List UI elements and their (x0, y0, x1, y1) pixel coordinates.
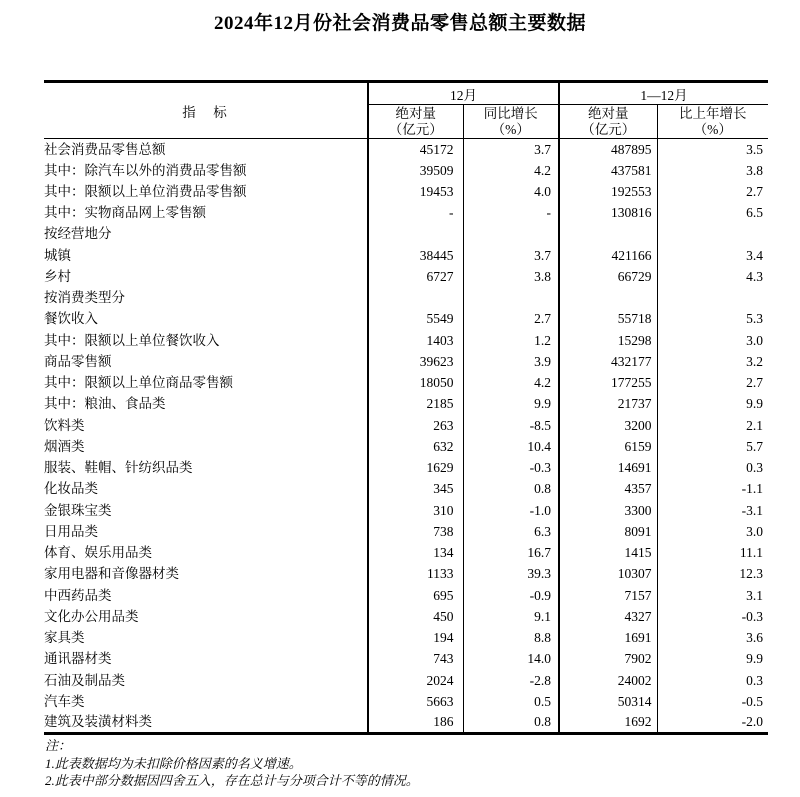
row-value: 3.5 (657, 139, 768, 160)
row-value: 4.0 (463, 181, 559, 202)
table-row (44, 224, 768, 245)
row-value: 9.1 (463, 606, 559, 627)
header-indicator: 指 标 (44, 82, 368, 139)
table-row (44, 606, 768, 627)
notes-label: 注： (45, 738, 72, 753)
row-value: 39509 (368, 160, 463, 181)
row-value: -2.8 (463, 670, 559, 691)
note-1: 1.此表数据均为未扣除价格因素的名义增速。 (45, 755, 302, 771)
row-label: 文化办公用品类 (44, 608, 139, 624)
row-value: 9.9 (463, 394, 559, 415)
row-label: 化妆品类 (44, 481, 98, 497)
row-value: 5549 (368, 309, 463, 330)
row-value: 6727 (368, 266, 463, 287)
table-header (44, 82, 768, 139)
row-value: 0.8 (463, 479, 559, 500)
row-value: -0.9 (463, 585, 559, 606)
header-line: （亿元） (581, 121, 636, 137)
header-line: （亿元） (388, 121, 443, 137)
table-row (44, 287, 768, 308)
row-value: 450 (368, 606, 463, 627)
row-value: 738 (368, 521, 463, 542)
row-value: 186 (368, 712, 463, 733)
header-ytd-growth (657, 105, 768, 139)
table-row (44, 500, 768, 521)
row-label: 日用品类 (44, 523, 98, 539)
row-value: 5.3 (657, 309, 768, 330)
row-value: 9.9 (657, 649, 768, 670)
row-value: 8091 (559, 521, 657, 542)
row-label: 建筑及装潢材料类 (44, 714, 152, 730)
header-group-december: 12月 (368, 82, 559, 105)
row-label: 其中：限额以上单位消费品零售额 (44, 183, 247, 199)
table-row (44, 139, 768, 160)
row-value: 4.2 (463, 372, 559, 393)
table-row (44, 649, 768, 670)
row-value: 134 (368, 542, 463, 563)
row-value (559, 287, 657, 308)
table-row (44, 181, 768, 202)
row-value: 19453 (368, 181, 463, 202)
row-value: 12.3 (657, 564, 768, 585)
table-row (44, 712, 768, 733)
row-value: 3.6 (657, 627, 768, 648)
row-value: 38445 (368, 245, 463, 266)
row-value: 50314 (559, 691, 657, 712)
table-row (44, 691, 768, 712)
row-label: 体育、娱乐用品类 (44, 545, 152, 561)
header-line: 绝对量 (588, 105, 629, 121)
row-value: 3300 (559, 500, 657, 521)
table-row (44, 266, 768, 287)
row-value: 6.5 (657, 202, 768, 223)
row-value: 10307 (559, 564, 657, 585)
row-value: 4.2 (463, 160, 559, 181)
row-value: 45172 (368, 139, 463, 160)
row-value: 3.8 (463, 266, 559, 287)
row-value: 8.8 (463, 627, 559, 648)
table-row (44, 585, 768, 606)
row-value: -3.1 (657, 500, 768, 521)
row-value: - (463, 202, 559, 223)
row-value: 10.4 (463, 436, 559, 457)
row-value: 2.1 (657, 415, 768, 436)
table-row (44, 351, 768, 372)
table-body (44, 139, 768, 734)
table-notes (45, 737, 765, 790)
table-row (44, 160, 768, 181)
table-row (44, 564, 768, 585)
row-value: 3.9 (463, 351, 559, 372)
row-value: 66729 (559, 266, 657, 287)
row-value (463, 224, 559, 245)
row-value: 0.8 (463, 712, 559, 733)
table-row (44, 542, 768, 563)
row-value: -8.5 (463, 415, 559, 436)
row-value: 432177 (559, 351, 657, 372)
row-label: 通讯器材类 (44, 651, 112, 667)
row-value: -2.0 (657, 712, 768, 733)
row-label: 商品零售额 (44, 353, 112, 369)
row-value: -1.1 (657, 479, 768, 500)
row-value: 2.7 (657, 181, 768, 202)
row-value: -1.0 (463, 500, 559, 521)
row-value: 2024 (368, 670, 463, 691)
row-value: 4357 (559, 479, 657, 500)
row-value: 6.3 (463, 521, 559, 542)
row-label: 其中：限额以上单位商品零售额 (44, 375, 233, 391)
table-row (44, 479, 768, 500)
row-value: 0.3 (657, 457, 768, 478)
row-value: 3.8 (657, 160, 768, 181)
row-value: 310 (368, 500, 463, 521)
row-label: 汽车类 (44, 693, 85, 709)
row-value: 15298 (559, 330, 657, 351)
row-value (463, 287, 559, 308)
table-row (44, 330, 768, 351)
row-value: 1.2 (463, 330, 559, 351)
table-row (44, 521, 768, 542)
row-value: 130816 (559, 202, 657, 223)
row-label: 其中：粮油、食品类 (44, 396, 166, 412)
table-row (44, 457, 768, 478)
row-value: 24002 (559, 670, 657, 691)
row-value: 5.7 (657, 436, 768, 457)
row-value: 4327 (559, 606, 657, 627)
row-value: 3200 (559, 415, 657, 436)
row-value: 1133 (368, 564, 463, 585)
table-row (44, 436, 768, 457)
row-label: 饮料类 (44, 417, 85, 433)
row-value (368, 224, 463, 245)
table-row (44, 245, 768, 266)
row-label: 乡村 (44, 268, 71, 284)
row-value: 0.5 (463, 691, 559, 712)
row-value: 14691 (559, 457, 657, 478)
row-label: 烟酒类 (44, 438, 85, 454)
header-dec-absolute (368, 105, 463, 139)
row-value: 4.3 (657, 266, 768, 287)
row-value: 487895 (559, 139, 657, 160)
table-row (44, 670, 768, 691)
row-label: 餐饮收入 (44, 311, 98, 327)
row-value: 21737 (559, 394, 657, 415)
row-label: 其中：除汽车以外的消费品零售额 (44, 162, 247, 178)
row-value: 177255 (559, 372, 657, 393)
header-line: 比上年增长 (679, 105, 747, 121)
row-value: 1692 (559, 712, 657, 733)
row-value: 695 (368, 585, 463, 606)
header-line: （%） (491, 121, 530, 137)
row-value: 39.3 (463, 564, 559, 585)
table-row (44, 415, 768, 436)
row-value: 3.0 (657, 330, 768, 351)
header-group-row (44, 82, 768, 105)
row-value: -0.3 (657, 606, 768, 627)
table-row (44, 309, 768, 330)
header-dec-yoy-growth (463, 105, 559, 139)
row-value: 3.1 (657, 585, 768, 606)
row-value: -0.5 (657, 691, 768, 712)
row-value: 55718 (559, 309, 657, 330)
row-value: 16.7 (463, 542, 559, 563)
row-value: 3.2 (657, 351, 768, 372)
header-group-jan-to-dec: 1—12月 (559, 82, 768, 105)
row-value: 6159 (559, 436, 657, 457)
row-value: 743 (368, 649, 463, 670)
note-2: 2.此表中部分数据因四舍五入，存在总计与分项合计不等的情况。 (45, 773, 419, 788)
row-label: 社会消费品零售总额 (44, 141, 166, 157)
header-ytd-absolute (559, 105, 657, 139)
row-value: 1415 (559, 542, 657, 563)
row-value (657, 224, 768, 245)
row-value: 7902 (559, 649, 657, 670)
row-label: 城镇 (44, 247, 71, 263)
row-label: 石油及制品类 (44, 672, 125, 688)
row-label: 家用电器和音像器材类 (44, 566, 179, 582)
table-row (44, 372, 768, 393)
row-value: 1403 (368, 330, 463, 351)
row-label: 其中：实物商品网上零售额 (44, 205, 206, 221)
header-line: 绝对量 (395, 105, 436, 121)
row-value: 3.7 (463, 245, 559, 266)
row-value (368, 287, 463, 308)
row-value: 421166 (559, 245, 657, 266)
row-label: 中西药品类 (44, 587, 112, 603)
row-value: 7157 (559, 585, 657, 606)
row-value: 1629 (368, 457, 463, 478)
row-value: 11.1 (657, 542, 768, 563)
row-value: 2185 (368, 394, 463, 415)
table-row (44, 394, 768, 415)
row-value: 3.7 (463, 139, 559, 160)
row-value: 1691 (559, 627, 657, 648)
row-value: 18050 (368, 372, 463, 393)
row-value: 0.3 (657, 670, 768, 691)
row-value: 2.7 (657, 372, 768, 393)
page-title: 2024年12月份社会消费品零售总额主要数据 (213, 13, 586, 34)
row-value: 14.0 (463, 649, 559, 670)
table-row (44, 202, 768, 223)
row-label: 按消费类型分 (44, 290, 125, 306)
row-label: 按经营地分 (44, 226, 112, 242)
table-row (44, 627, 768, 648)
row-value: 194 (368, 627, 463, 648)
row-label: 服装、鞋帽、针纺织品类 (44, 460, 193, 476)
row-label: 家具类 (44, 630, 85, 646)
row-label: 其中：限额以上单位餐饮收入 (44, 332, 220, 348)
header-line: 同比增长 (483, 105, 538, 121)
row-value: 632 (368, 436, 463, 457)
row-value: 39623 (368, 351, 463, 372)
row-value: 437581 (559, 160, 657, 181)
row-value (559, 224, 657, 245)
row-value: 3.4 (657, 245, 768, 266)
row-value: 9.9 (657, 394, 768, 415)
row-label: 金银珠宝类 (44, 502, 112, 518)
row-value: 192553 (559, 181, 657, 202)
header-line: （%） (693, 121, 732, 137)
row-value (657, 287, 768, 308)
row-value: 345 (368, 479, 463, 500)
row-value: 2.7 (463, 309, 559, 330)
row-value: - (368, 202, 463, 223)
row-value: 5663 (368, 691, 463, 712)
row-value: 263 (368, 415, 463, 436)
row-value: -0.3 (463, 457, 559, 478)
row-value: 3.0 (657, 521, 768, 542)
retail-sales-table (44, 80, 768, 735)
